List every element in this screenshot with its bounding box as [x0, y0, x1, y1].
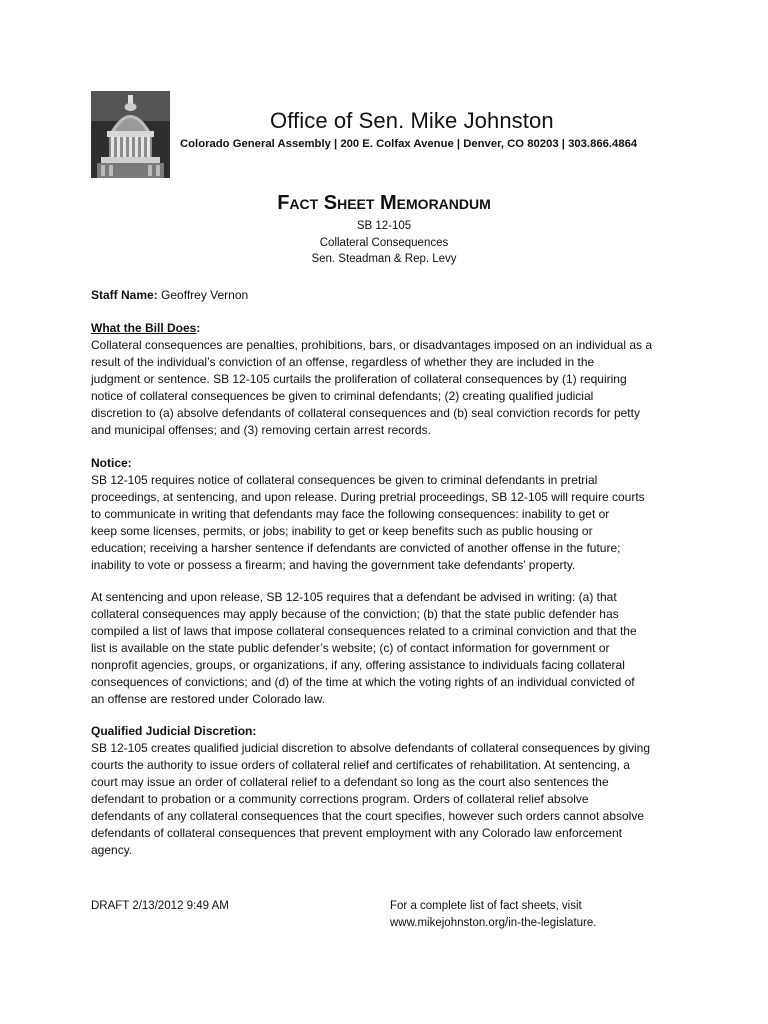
section-what-the-bill-does — [91, 320, 681, 439]
paragraph-line: defendant to probation or a community corrections program. Orders of collateral relief absolve — [91, 792, 589, 806]
fact-sheets-note — [390, 898, 596, 932]
paragraph-line: SB 12-105 creates qualified judicial discretion to absolve defendants of collateral consequences by giving — [91, 741, 651, 755]
paragraph-line: agency. — [91, 843, 133, 857]
memo-title-word-1: Fact — [277, 192, 319, 214]
paragraph-line: defendants of collateral consequences that prevent employment with any Colorado law enforcement — [91, 826, 622, 840]
bill-sponsors: Sen. Steadman & Rep. Levy — [311, 253, 457, 265]
bill-subject: Collateral Consequences — [319, 237, 449, 249]
capitol-dome-icon — [91, 91, 170, 178]
section-notice-sentencing — [91, 589, 681, 708]
paragraph-line: to communicate in writing that defendants may face the following consequences: inability to get or — [91, 507, 610, 521]
paragraph-line: and municipal offenses; and (3) removing certain arrest records. — [91, 423, 431, 437]
paragraph-line: At sentencing and upon release, SB 12-105 requires that a defendant be advised in writing: (a) that — [91, 590, 617, 604]
staff-name: Geoffrey Vernon — [161, 288, 249, 302]
paragraph-line: defendants of any collateral consequences that the court specifies, however such orders cannot absolve — [91, 809, 645, 823]
paragraph-line: discretion to (a) absolve defendants of collateral consequences and (b) seal conviction records for petty — [91, 406, 640, 420]
paragraph-line: nonprofit agencies, groups, or organizations, if any, offering assistance to individuals facing collateral — [91, 658, 625, 672]
paragraph-line: proceedings, at sentencing, and upon release. During pretrial proceedings, SB 12-105 will require courts — [91, 490, 645, 504]
section-notice — [91, 455, 681, 574]
paragraph-line: Collateral consequences are penalties, prohibitions, bars, or disadvantages imposed on an individual as a — [91, 338, 653, 352]
memo-title-word-3: Memorandum — [380, 192, 491, 214]
paragraph-line: SB 12-105 requires notice of collateral consequences be given to criminal defendants in pretrial — [91, 473, 598, 487]
paragraph-line: education; receiving a harsher sentence if defendants are convicted of another offense in the future; — [91, 541, 621, 555]
section-heading: Qualified Judicial Discretion: — [91, 724, 257, 738]
paragraph-line: result of the individual’s conviction of an offense, regardless of whether they are included in the — [91, 355, 595, 369]
paragraph-line: compiled a list of laws that impose collateral consequences related to a criminal conviction and that the — [91, 624, 637, 638]
section-heading: Notice: — [91, 456, 132, 470]
capitol-dome-photo — [91, 91, 170, 178]
paragraph-line: an offense are restored under Colorado law. — [91, 692, 325, 706]
section-qualified-judicial-discretion — [91, 723, 681, 859]
staff-line — [91, 287, 681, 304]
office-address: Colorado General Assembly | 200 E. Colfax Avenue | Denver, CO 80203 | 303.866.4864 — [180, 138, 638, 150]
paragraph-line: inability to vote or possess a firearm; and having the government take defendants’ property. — [91, 558, 576, 572]
what-heading-colon: : — [196, 321, 201, 335]
paragraph-line: keep some licenses, permits, or jobs; inability to get or keep benefits such as public housing or — [91, 524, 593, 538]
section-heading — [91, 320, 681, 337]
paragraph-line: list is available on the state public defender’s website; (c) of contact information for government or — [91, 641, 610, 655]
paragraph-line: notice of collateral consequences be given to criminal defendants; (2) creating qualified judicial — [91, 389, 594, 403]
memo-title — [0, 192, 768, 215]
bill-number: SB 12-105 — [356, 220, 412, 232]
paragraph-line: consequences of convictions; and (d) of the time at which the voting rights of an individual convicted of — [91, 675, 635, 689]
what-heading-text: What the Bill Does — [91, 321, 197, 335]
fact-sheets-text: For a complete list of fact sheets, visit — [390, 900, 582, 912]
staff-label: Staff Name: — [91, 288, 158, 302]
draft-timestamp: DRAFT 2/13/2012 9:49 AM — [91, 900, 229, 912]
office-title: Office of Sen. Mike Johnston — [270, 108, 554, 133]
paragraph-line: collateral consequences may apply because of the conviction; (b) that the state public defender has — [91, 607, 619, 621]
fact-sheets-link[interactable]: www.mikejohnston.org/in-the-legislature. — [390, 917, 597, 929]
paragraph-line: judgment or sentence. SB 12-105 curtails the proliferation of collateral consequences by (1) requiring — [91, 372, 627, 386]
paragraph-line: court may issue an order of collateral relief to a defendant so long as the court also sentences the — [91, 775, 609, 789]
paragraph-line: courts the authority to issue orders of collateral relief and certificates of rehabilitation. At sentencing, a — [91, 758, 630, 772]
memo-title-word-2: Sheet — [323, 192, 375, 214]
